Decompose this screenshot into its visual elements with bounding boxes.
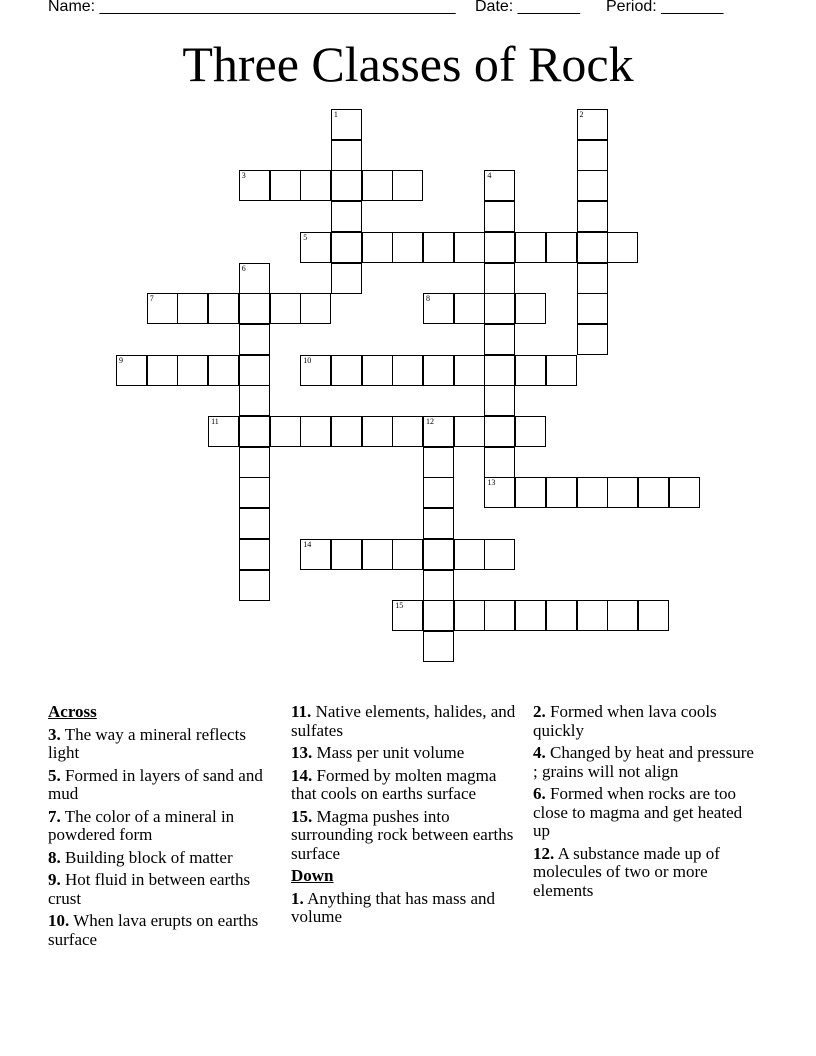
grid-cell[interactable] <box>454 416 485 447</box>
clues-column-1 <box>48 703 276 953</box>
grid-cell[interactable] <box>239 539 270 570</box>
clue-number: 5. <box>48 765 61 785</box>
clue-text: Formed in layers of sand and mud <box>48 765 263 803</box>
clue-text: The color of a mineral in powdered form <box>48 806 235 844</box>
grid-cell[interactable] <box>515 355 546 386</box>
grid-cell[interactable] <box>484 385 515 416</box>
clue-text: A substance made up of molecules of two or more elements <box>533 843 720 900</box>
clue-number: 12. <box>533 843 555 863</box>
clue-across-11 <box>291 703 519 740</box>
cell-number: 14 <box>303 539 312 549</box>
grid-cell[interactable] <box>484 293 515 324</box>
grid-cell[interactable] <box>577 109 608 140</box>
grid-cell[interactable] <box>454 355 485 386</box>
grid-cell[interactable] <box>239 508 270 539</box>
grid-cell[interactable] <box>300 170 331 201</box>
clue-number: 1. <box>291 888 304 908</box>
grid-cell[interactable] <box>484 324 515 355</box>
grid-cell[interactable] <box>239 324 270 355</box>
grid-cell[interactable] <box>331 232 362 263</box>
cell-number: 13 <box>487 478 496 488</box>
grid-cell[interactable] <box>362 416 393 447</box>
clue-across-14 <box>291 767 519 804</box>
grid-cell[interactable] <box>300 539 331 570</box>
cell-number: 5 <box>303 232 308 242</box>
clue-number: 3. <box>48 724 61 744</box>
clue-text: Formed when rocks are too close to magma and get heated up <box>533 784 743 840</box>
cell-number: 4 <box>487 171 492 181</box>
clue-text: Building block of matter <box>65 847 233 867</box>
clue-number: 10. <box>48 911 70 930</box>
grid-cell[interactable] <box>484 355 515 386</box>
grid-cell[interactable] <box>362 232 393 263</box>
clue-across-3 <box>48 726 276 763</box>
grid-cell[interactable] <box>392 170 423 201</box>
clue-across-10 <box>48 912 276 949</box>
grid-cell[interactable] <box>484 416 515 447</box>
grid-cell[interactable] <box>239 447 270 478</box>
grid-cell[interactable] <box>454 293 485 324</box>
name-field[interactable]: Name: ________________________________________ <box>48 0 456 15</box>
grid-cell[interactable] <box>423 293 454 324</box>
grid-cell[interactable] <box>331 416 362 447</box>
grid-cell[interactable] <box>208 293 239 324</box>
clue-text: Anything that has mass and volume <box>291 888 495 926</box>
grid-cell[interactable] <box>362 170 393 201</box>
grid-cell[interactable] <box>515 416 546 447</box>
page-title: Three Classes of Rock <box>182 36 634 92</box>
grid-cell[interactable] <box>239 355 270 386</box>
grid-cell[interactable] <box>484 600 515 631</box>
across-heading: Across <box>48 702 97 721</box>
clue-text: Changed by heat and pressure ; grains will not align <box>533 743 754 781</box>
grid-cell[interactable] <box>577 201 608 232</box>
grid-cell[interactable] <box>362 355 393 386</box>
grid-cell[interactable] <box>300 416 331 447</box>
grid-cell[interactable] <box>300 355 331 386</box>
clues-column-2 <box>291 703 519 931</box>
grid-cell[interactable] <box>423 447 454 478</box>
grid-cell[interactable] <box>454 539 485 570</box>
grid-cell[interactable] <box>423 477 454 508</box>
grid-cell[interactable] <box>577 324 608 355</box>
grid-cell[interactable] <box>147 293 178 324</box>
grid-cell[interactable] <box>454 232 485 263</box>
grid-cell[interactable] <box>423 631 454 662</box>
grid-cell[interactable] <box>331 539 362 570</box>
grid-cell[interactable] <box>239 293 270 324</box>
grid-cell[interactable] <box>515 232 546 263</box>
clue-down-2 <box>533 703 761 740</box>
grid-cell[interactable] <box>270 293 301 324</box>
grid-cell[interactable] <box>239 570 270 601</box>
grid-cell[interactable] <box>392 539 423 570</box>
grid-cell[interactable] <box>362 539 393 570</box>
clue-text: Magma pushes into surrounding rock between earths surface <box>291 806 514 863</box>
clue-across-8 <box>48 849 276 868</box>
grid-cell[interactable] <box>423 355 454 386</box>
cell-number: 2 <box>579 110 584 119</box>
period-field[interactable]: Period: _______ <box>606 0 724 15</box>
grid-cell[interactable] <box>392 600 423 631</box>
cell-number: 7 <box>149 294 154 304</box>
grid-cell[interactable] <box>454 600 485 631</box>
cell-number: 9 <box>119 355 123 365</box>
date-field[interactable]: Date: _______ <box>475 0 580 15</box>
grid-cell[interactable] <box>239 416 270 447</box>
clue-across-13 <box>291 744 519 763</box>
cell-number: 15 <box>395 601 404 611</box>
clue-number: 4. <box>533 743 546 762</box>
clue-number: 9. <box>48 870 61 889</box>
clue-down-12 <box>533 845 761 901</box>
grid-cell[interactable] <box>546 232 577 263</box>
grid-cell[interactable] <box>577 170 608 201</box>
down-heading: Down <box>291 866 334 885</box>
grid-cell[interactable] <box>331 355 362 386</box>
grid-cell[interactable] <box>484 232 515 263</box>
clue-text: The way a mineral reflects light <box>48 724 246 762</box>
grid-cell[interactable] <box>423 539 454 570</box>
grid-cell[interactable] <box>546 477 577 508</box>
grid-cell[interactable] <box>577 232 608 263</box>
grid-cell[interactable] <box>577 477 608 508</box>
grid-cell[interactable] <box>208 416 239 447</box>
grid-cell[interactable] <box>331 140 362 171</box>
grid-cell[interactable] <box>300 293 331 324</box>
clue-text: When lava erupts on earths surface <box>48 911 259 949</box>
grid-cell[interactable] <box>484 539 515 570</box>
clue-number: 7. <box>48 806 61 826</box>
grid-cell[interactable] <box>331 109 362 140</box>
clue-text: Hot fluid in between earths crust <box>48 870 251 908</box>
grid-cell[interactable] <box>270 416 301 447</box>
cell-number: 1 <box>333 110 338 119</box>
clues-column-3 <box>533 703 761 904</box>
grid-cell[interactable] <box>484 447 515 478</box>
grid-cell[interactable] <box>392 355 423 386</box>
grid-cell[interactable] <box>392 232 423 263</box>
cell-number: 6 <box>241 263 246 273</box>
clue-down-1 <box>291 890 519 927</box>
clue-down-6 <box>533 785 761 841</box>
clue-across-5 <box>48 767 276 804</box>
grid-cell[interactable] <box>423 600 454 631</box>
grid-cell[interactable] <box>147 355 178 386</box>
grid-cell[interactable] <box>177 355 208 386</box>
grid-cell[interactable] <box>484 477 515 508</box>
grid-cell[interactable] <box>331 201 362 232</box>
cell-number: 8 <box>426 294 430 304</box>
clue-number: 13. <box>291 743 313 762</box>
grid-cell[interactable] <box>484 201 515 232</box>
grid-cell[interactable] <box>484 263 515 294</box>
grid-cell[interactable] <box>208 355 239 386</box>
grid-cell[interactable] <box>423 508 454 539</box>
grid-cell[interactable] <box>177 293 208 324</box>
cell-number: 10 <box>303 355 312 365</box>
grid-cell[interactable] <box>577 293 608 324</box>
grid-cell[interactable] <box>239 170 270 201</box>
clue-number: 15. <box>291 806 313 826</box>
clue-across-9 <box>48 871 276 908</box>
cell-number: 12 <box>426 417 434 426</box>
grid-cell[interactable] <box>331 263 362 294</box>
clue-text: Native elements, halides, and sulfates <box>291 702 516 740</box>
grid-cell[interactable] <box>484 170 515 201</box>
grid-cell[interactable] <box>577 600 608 631</box>
clue-text: Mass per unit volume <box>316 743 465 762</box>
grid-cell[interactable] <box>515 600 546 631</box>
grid-cell[interactable] <box>239 263 270 294</box>
cell-number: 3 <box>241 171 246 181</box>
grid-cell[interactable] <box>669 477 700 508</box>
cell-number: 11 <box>211 417 219 426</box>
grid-cell[interactable] <box>546 355 577 386</box>
clue-number: 14. <box>291 765 313 785</box>
grid-cell[interactable] <box>638 477 669 508</box>
grid-cell[interactable] <box>577 140 608 171</box>
grid-cell[interactable] <box>423 570 454 601</box>
clue-number: 8. <box>48 847 61 867</box>
grid-cell[interactable] <box>423 416 454 447</box>
grid-cell[interactable] <box>270 170 301 201</box>
grid-cell[interactable] <box>300 232 331 263</box>
clue-text: Formed when lava cools quickly <box>533 702 717 740</box>
grid-cell[interactable] <box>607 600 638 631</box>
grid-cell[interactable] <box>515 477 546 508</box>
grid-cell[interactable] <box>577 263 608 294</box>
grid-cell[interactable] <box>423 232 454 263</box>
grid-cell[interactable] <box>638 600 669 631</box>
grid-cell[interactable] <box>331 170 362 201</box>
grid-cell[interactable] <box>607 477 638 508</box>
clue-across-15 <box>291 808 519 864</box>
clue-across-7 <box>48 808 276 845</box>
clue-text: Formed by molten magma that cools on earths surface <box>291 765 497 803</box>
grid-cell[interactable] <box>239 385 270 416</box>
grid-cell[interactable] <box>116 355 147 386</box>
grid-cell[interactable] <box>239 477 270 508</box>
grid-cell[interactable] <box>392 416 423 447</box>
grid-cell[interactable] <box>607 232 638 263</box>
clue-number: 2. <box>533 702 546 721</box>
clue-number: 11. <box>291 702 312 721</box>
clue-down-4 <box>533 744 761 781</box>
clue-number: 6. <box>533 784 546 803</box>
grid-cell[interactable] <box>515 293 546 324</box>
grid-cell[interactable] <box>546 600 577 631</box>
